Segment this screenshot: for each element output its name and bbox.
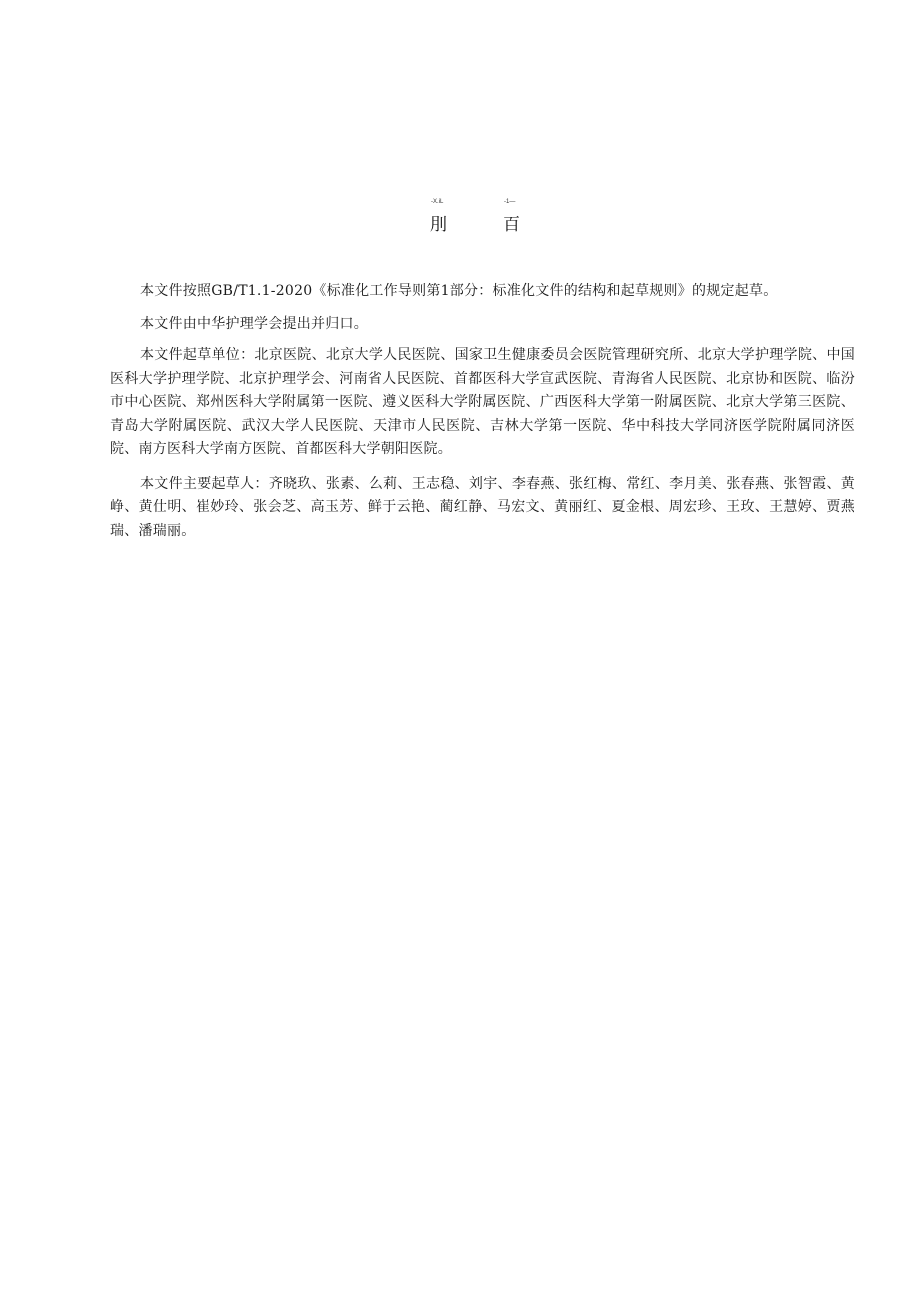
- heading-ruby-right: -1—: [504, 199, 516, 205]
- paragraph-standard-basis: 本文件按照GB/T1.1-2020《标准化工作导则第1部分：标准化文件的结构和起草规则》的规定起草。: [140, 283, 778, 299]
- paragraph-main-drafters: 本文件主要起草人：齐晓玖、张素、么莉、王志稳、刘宇、李春燕、张红梅、常红、李月美、张春燕、张智霞、黄峥、黄仕明、崔妙玲、张会芝、高玉芳、鲜于云艳、蔺红静、马宏文、黄丽红、夏金根、周宏珍、王玫、王慧婷、贾燕瑞、潘瑞丽。: [110, 475, 855, 539]
- section-heading-foreword: [0, 199, 920, 239]
- heading-ruby-left: -X.iL: [431, 199, 444, 205]
- paragraph-drafting-units: 本文件起草单位：北京医院、北京大学人民医院、国家卫生健康委员会医院管理研究所、北京大学护理学院、中国医科大学护理学院、北京护理学会、河南省人民医院、首都医科大学宣武医院、青海省人民医院、北京协和医院、临汾市中心医院、郑州医科大学附属第一医院、遵义医科大学附属医院、广西医科大学第一附属医院、北京大学第三医院、青岛大学附属医院、武汉大学人民医院、天津市人民医院、吉林大学第一医院、华中科技大学同济医学院附属同济医院、南方医科大学南方医院、首都医科大学朝阳医院。: [110, 347, 855, 457]
- heading-char-right: 百: [503, 215, 520, 235]
- foreword-body: [110, 280, 855, 543]
- paragraph-proposer: 本文件由中华护理学会提出并归口。: [140, 315, 368, 332]
- heading-char-left: 刖: [430, 215, 447, 235]
